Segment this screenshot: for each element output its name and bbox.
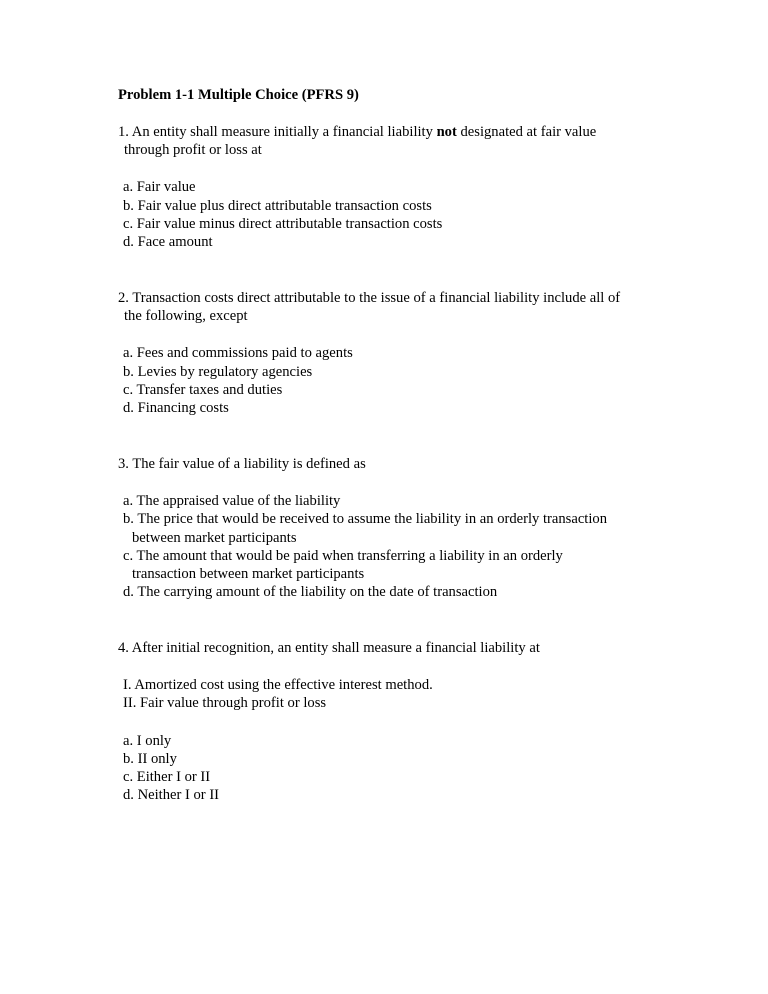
statement-ii: II. Fair value through profit or loss: [123, 695, 327, 712]
options-list: [118, 732, 718, 805]
question-3: [118, 455, 718, 601]
question-stem: [118, 123, 718, 159]
option-continuation: between market participants: [132, 529, 297, 546]
option-d: d. Neither I or II: [123, 787, 220, 804]
question-stem: 4. After initial recognition, an entity shall measure a financial liability at: [118, 640, 540, 656]
option-b: [123, 510, 718, 546]
stem-text: 1. An entity shall measure initially a financial liability: [118, 124, 437, 140]
question-1: [118, 123, 718, 251]
option-a: a. I only: [123, 732, 172, 749]
question-stem: 3. The fair value of a liability is defined as: [118, 456, 366, 472]
options-list: [118, 344, 718, 417]
options-list: [118, 492, 718, 601]
option-text: c. The amount that would be paid when transferring a liability in an orderly: [123, 547, 563, 564]
option-a: a. The appraised value of the liability: [123, 493, 341, 510]
statement-list: [118, 676, 718, 712]
option-d: d. The carrying amount of the liability on the date of transaction: [123, 584, 498, 601]
question-stem: [118, 289, 718, 325]
stem-continuation: the following, except: [124, 308, 248, 325]
option-c: c. Transfer taxes and duties: [123, 381, 283, 398]
problem-title: Problem 1-1 Multiple Choice (PFRS 9): [118, 87, 359, 103]
option-c: c. Either I or II: [123, 769, 211, 786]
stem-emphasis: not: [436, 124, 457, 140]
statement-i: I. Amortized cost using the effective interest method.: [123, 677, 433, 694]
stem-text: 2. Transaction costs direct attributable to the issue of a financial liability include all of: [118, 290, 621, 306]
option-a: a. Fair value: [123, 179, 196, 196]
option-text: b. The price that would be received to assume the liability in an orderly transaction: [123, 511, 608, 528]
option-b: b. Fair value plus direct attributable transaction costs: [123, 197, 432, 214]
options-list: [118, 178, 718, 251]
question-2: [118, 289, 718, 417]
option-b: b. Levies by regulatory agencies: [123, 363, 313, 380]
question-4: [118, 639, 718, 804]
option-continuation: transaction between market participants: [132, 566, 365, 583]
stem-text: designated at fair value: [456, 124, 597, 140]
option-d: d. Financing costs: [123, 400, 229, 417]
option-b: b. II only: [123, 750, 177, 767]
stem-continuation: through profit or loss at: [124, 142, 262, 159]
option-c: c. Fair value minus direct attributable transaction costs: [123, 215, 443, 232]
option-a: a. Fees and commissions paid to agents: [123, 345, 353, 362]
option-d: d. Face amount: [123, 234, 213, 251]
option-c: [123, 547, 718, 583]
